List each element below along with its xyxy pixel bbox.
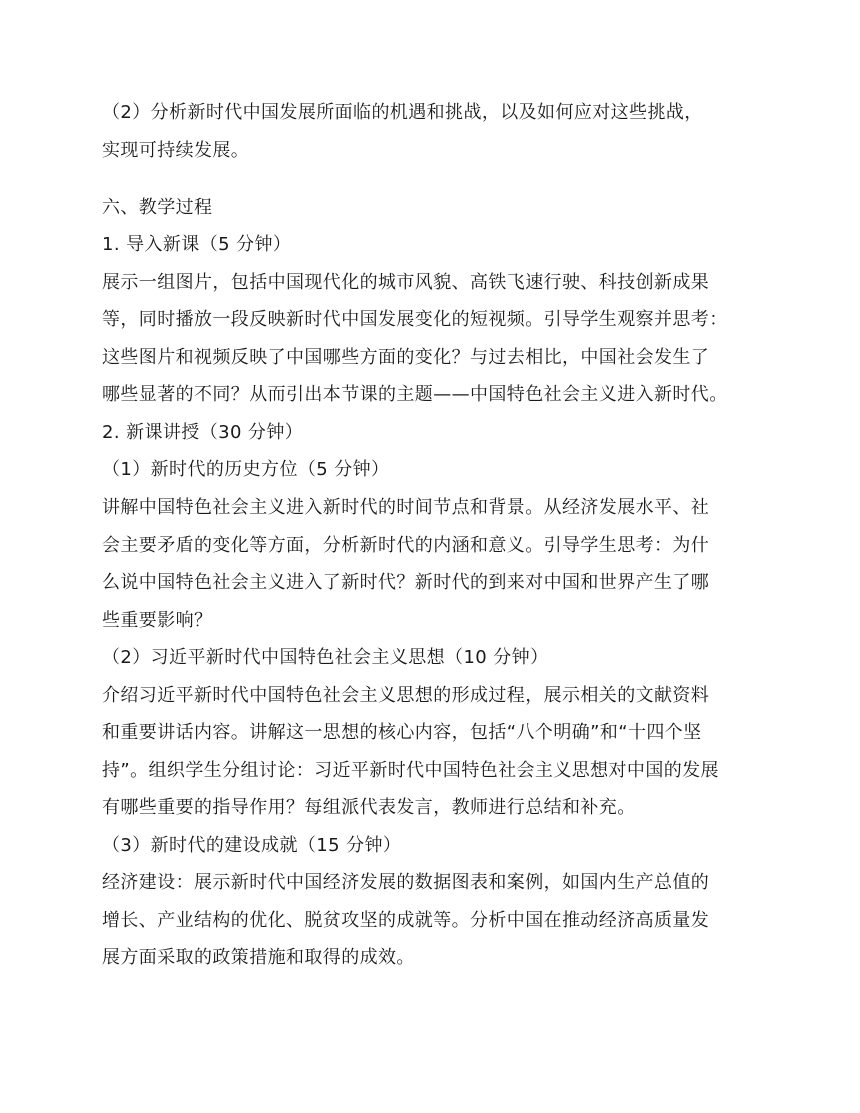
item-heading: （1）新时代的历史方位（5 分钟） xyxy=(102,459,390,480)
item-heading: （2）习近平新时代中国特色社会主义思想（10 分钟） xyxy=(102,647,549,668)
paragraph-line: 持”。组织学生分组讨论：习近平新时代中国特色社会主义思想对中国的发展 xyxy=(102,760,719,781)
paragraph-line: 展示一组图片，包括中国现代化的城市风貌、高铁飞速行驶、科技创新成果 xyxy=(102,272,710,293)
paragraph-line: 和重要讲话内容。讲解这一思想的核心内容，包括“八个明确”和“十四个坚 xyxy=(102,722,702,743)
paragraph-line: 会主要矛盾的变化等方面，分析新时代的内涵和意义。引导学生思考：为什 xyxy=(102,535,710,556)
paragraph-line: 哪些显著的不同？从而引出本节课的主题——中国特色社会主义进入新时代。 xyxy=(102,384,728,405)
paragraph-line: 些重要影响？ xyxy=(102,610,213,631)
subsection-heading: 2. 新课讲授（30 分钟） xyxy=(102,422,304,443)
paragraph-line: 讲解中国特色社会主义进入新时代的时间节点和背景。从经济发展水平、社 xyxy=(102,497,710,518)
section-heading: 六、教学过程 xyxy=(102,197,213,218)
paragraph-line: 等，同时播放一段反映新时代中国发展变化的短视频。引导学生观察并思考： xyxy=(102,309,728,330)
paragraph-line: 增长、产业结构的优化、脱贫攻坚的成就等。分析中国在推动经济高质量发 xyxy=(102,910,710,931)
subsection-heading: 1. 导入新课（5 分钟） xyxy=(102,234,292,255)
paragraph-line: 经济建设：展示新时代中国经济发展的数据图表和案例，如国内生产总值的 xyxy=(102,872,710,893)
paragraph-line: 有哪些重要的指导作用？每组派代表发言，教师进行总结和补充。 xyxy=(102,797,636,818)
paragraph-line: 这些图片和视频反映了中国哪些方面的变化？与过去相比，中国社会发生了 xyxy=(102,347,710,368)
paragraph-line: （2）分析新时代中国发展所面临的机遇和挑战，以及如何应对这些挑战， xyxy=(102,102,703,123)
paragraph-line: 么说中国特色社会主义进入了新时代？新时代的到来对中国和世界产生了哪 xyxy=(102,572,710,593)
paragraph-line: 展方面采取的政策措施和取得的成效。 xyxy=(102,947,415,968)
paragraph-line: 实现可持续发展。 xyxy=(102,140,250,161)
item-heading: （3）新时代的建设成就（15 分钟） xyxy=(102,835,402,856)
paragraph-line: 介绍习近平新时代中国特色社会主义思想的形成过程，展示相关的文献资料 xyxy=(102,685,710,706)
